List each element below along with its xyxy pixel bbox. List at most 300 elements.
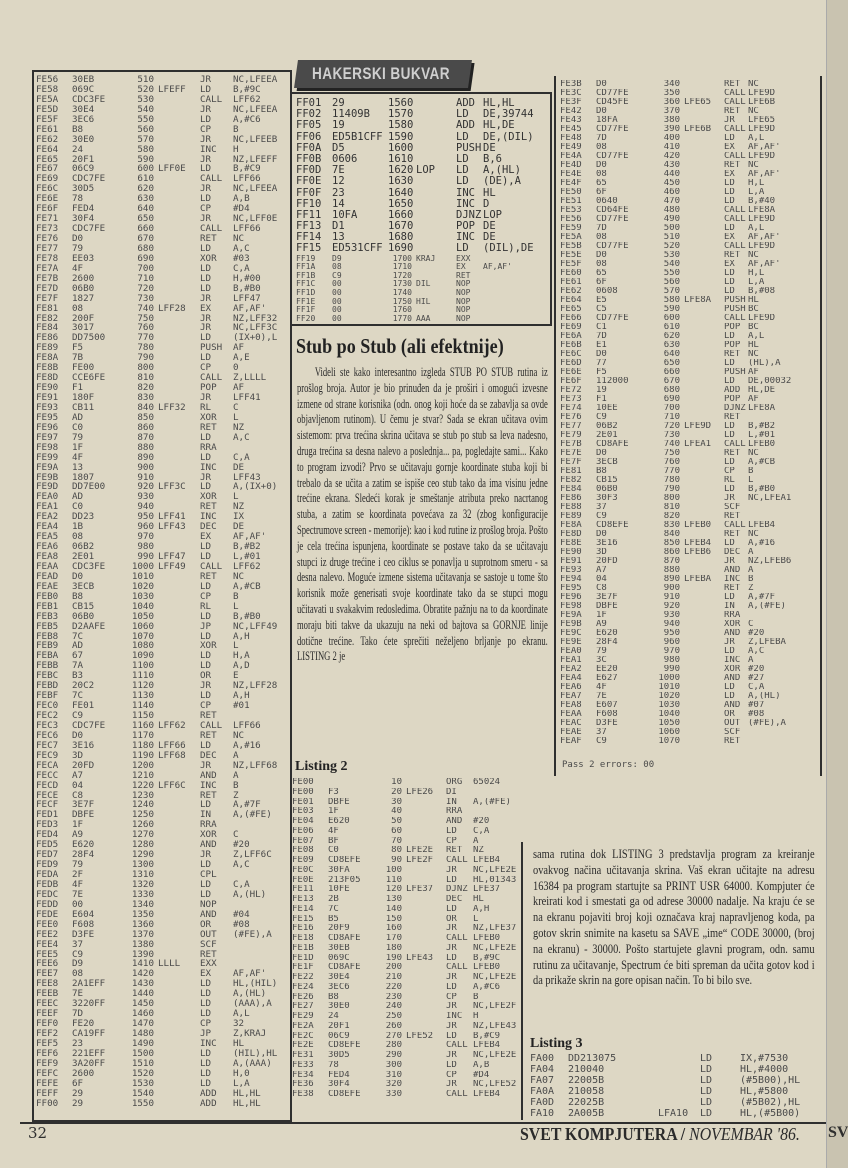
listing-mnemonic: RET [200, 571, 217, 582]
listing-label [684, 512, 724, 521]
listing-line-number: 830 [663, 521, 680, 530]
listing-operand: B,#9C [233, 84, 261, 95]
listing-address: FE89 [36, 343, 59, 354]
listing-line [560, 404, 818, 413]
listing-line-number: 1250 [131, 810, 154, 821]
listing-operand: NC,LFF3C [233, 323, 278, 334]
listing-address: FEB0 [36, 591, 59, 602]
listing-label [158, 701, 200, 711]
listing-operand: C,A [748, 683, 765, 692]
listing-code: 4F [72, 879, 84, 890]
listing-line [36, 701, 288, 711]
listing-code: 7C [72, 631, 84, 642]
listing-line [292, 924, 520, 934]
listing-line [560, 566, 818, 575]
listing-code: 4F [328, 826, 339, 836]
listing-label [158, 890, 200, 900]
listing-mnemonic: LD [200, 740, 212, 751]
listing-code: CD77FE [596, 125, 629, 134]
banner-title: HAKERSKI BUKVAR [312, 64, 450, 83]
listing-line [36, 959, 288, 969]
listing-line [292, 963, 520, 973]
listing-line [560, 179, 818, 188]
listing-code: CB15 [72, 601, 95, 612]
listing-label [416, 232, 456, 243]
listing-address: FA0A [530, 1086, 555, 1097]
listing-mnemonic: JR [446, 865, 457, 875]
listing-address: FF1A [296, 263, 316, 272]
listing-address: FEF5 [36, 1038, 59, 1049]
listing-code: 30E0 [328, 1002, 350, 1012]
listing-label [158, 671, 200, 681]
listing-line-number: 1470 [131, 1019, 154, 1029]
listing-label [684, 710, 724, 719]
listing-mnemonic: LD [700, 1108, 713, 1119]
listing-line-number: 910 [137, 472, 154, 483]
listing-code: 06B2 [596, 422, 618, 431]
listing-line-number: 830 [137, 393, 154, 403]
listing-operand: (DIL),DE [483, 243, 534, 255]
listing-line [292, 934, 520, 944]
listing-operand: NC,LFEEA [233, 184, 278, 195]
listing-operand: H,0 [233, 1068, 250, 1079]
listing-address: FE93 [560, 566, 582, 575]
listing-operand: AF,AF' [483, 263, 512, 272]
listing-label: LFF47 [158, 552, 186, 562]
listing-label [158, 254, 200, 264]
listing-address: FE6E [36, 194, 59, 205]
listing-line [292, 798, 520, 808]
listing-code: 79 [596, 647, 607, 656]
listing-address: FE9A [36, 462, 59, 473]
listing-mnemonic: PUSH [456, 142, 482, 154]
listing-mnemonic: CP [200, 363, 212, 374]
listing-mnemonic: DEC [724, 548, 741, 557]
listing-code: 79 [72, 860, 84, 870]
listing-line [560, 188, 818, 197]
listing-address: FE6C [36, 184, 59, 195]
listing-label [684, 719, 724, 728]
listing-label [416, 176, 456, 187]
listing-line [36, 463, 288, 473]
listing-line-number: 460 [663, 188, 680, 197]
listing-code: 67 [72, 651, 84, 662]
listing-line [560, 431, 818, 440]
listing-operand: Z,LLLL [233, 373, 267, 384]
listing-mnemonic: LD [200, 114, 212, 125]
listing-address: FE11 [292, 885, 314, 895]
listing-label [158, 1019, 200, 1029]
listing-address: FE18 [292, 934, 314, 943]
listing-label [684, 224, 724, 233]
listing-code: 24 [72, 144, 84, 155]
listing-label [158, 383, 200, 393]
listing-line-number: 1720 [392, 271, 412, 280]
listing-address: FE07 [292, 836, 314, 846]
listing-operand: NZ,LFEFF [233, 154, 278, 165]
listing-operand: (#FE),A [233, 929, 272, 940]
listing-mnemonic: JR [200, 134, 212, 145]
listing-address: FEA8 [560, 701, 582, 710]
listing-line-number: 900 [663, 584, 680, 593]
listing-operand [483, 272, 548, 281]
listing-line [36, 989, 288, 999]
listing-code: 10FA [332, 209, 358, 221]
listing-label [158, 920, 200, 930]
listing-label [158, 681, 200, 691]
listing-label [684, 143, 724, 152]
listing-address: FEAE [36, 581, 59, 592]
listing-line-number: 660 [663, 368, 680, 377]
listing-line [36, 572, 288, 582]
listing-label: LFF6C [158, 780, 186, 791]
listing-operand [483, 255, 548, 264]
listing-line-number: 770 [137, 333, 154, 344]
listing-line-number: 1420 [131, 969, 154, 980]
listing-operand: AF,AF' [748, 260, 781, 269]
listing-label [158, 443, 200, 453]
listing-operand: B,#40 [748, 197, 776, 206]
listing-operand: C,A [233, 879, 250, 890]
listing-operand: Z [233, 790, 239, 801]
listing-line-number: 1740 [392, 289, 412, 297]
listing-operand: DE,(DIL) [483, 131, 534, 143]
listing-code: 2B [328, 895, 339, 904]
listing-line-number: 1050 [131, 611, 154, 622]
listing-line-number: 1410 [131, 959, 154, 970]
listing-label [684, 728, 724, 737]
listing-address: FE29 [292, 1012, 314, 1021]
listing-code: 30EB [328, 943, 350, 953]
listing-mnemonic: POP [200, 383, 217, 393]
listing-code: 1F [72, 442, 84, 453]
listing-line [36, 969, 288, 979]
listing-address: FE90 [560, 548, 582, 557]
listing-label: LFF66 [158, 740, 186, 751]
listing-code: D0 [596, 107, 607, 116]
listing-label: LFE8A [684, 296, 712, 305]
listing-mnemonic: INC [200, 144, 217, 155]
listing-line-number: 140 [385, 904, 402, 914]
listing-label [684, 683, 724, 692]
listing-line-number: 30 [391, 797, 402, 807]
listing-mnemonic: LD [200, 452, 212, 463]
listing-mnemonic: CALL [200, 224, 223, 234]
listing-line-number: 100 [385, 865, 402, 875]
listing-code: 08 [332, 263, 342, 272]
listing-line-number: 730 [137, 293, 154, 304]
listing-code: 180F [72, 393, 95, 403]
listing-label [684, 431, 724, 440]
listing-operand [483, 306, 548, 315]
listing-line [560, 584, 818, 593]
listing-address: FECD [36, 780, 59, 791]
listing-address: FE56 [36, 75, 59, 85]
listing-line-number: 880 [663, 566, 680, 575]
listing-line-number: 60 [391, 826, 402, 836]
listing-line [292, 973, 520, 983]
listing-label [158, 343, 200, 353]
listing-label [158, 1009, 200, 1019]
listing-mnemonic: RET [200, 790, 217, 801]
listing-code: 06C9 [328, 1031, 350, 1041]
listing-label [158, 115, 200, 125]
listing-line-number: 1310 [131, 870, 154, 880]
listing-line-number: 1320 [131, 879, 154, 890]
listing-mnemonic: LD [724, 485, 735, 494]
listing-line-number: 420 [663, 152, 680, 161]
listing-address: FE59 [560, 224, 582, 233]
listing-operand: A,(HL) [233, 989, 267, 1000]
listing-operand: A,(IX+0) [233, 482, 278, 493]
listing-label [158, 284, 200, 294]
listing-line [36, 383, 288, 393]
listing-code: 20F9 [328, 924, 350, 934]
listing-code: BF [328, 836, 339, 846]
listing-operand [473, 807, 520, 817]
listing-mnemonic: CP [446, 992, 457, 1002]
listing-code: 77 [596, 359, 607, 368]
listing-address: FE82 [36, 313, 59, 324]
listing-operand: C,A [233, 263, 250, 274]
listing-code: 2F [72, 870, 84, 880]
listing-label: LFE37 [406, 885, 434, 895]
listing-mnemonic: RET [200, 422, 217, 433]
listing-code: CD77FE [596, 314, 629, 323]
listing-label [684, 179, 724, 188]
listing-address: FEAE [560, 728, 582, 737]
listing-address: FEB9 [36, 641, 59, 652]
listing-mnemonic: AND [724, 566, 741, 575]
listing-line [560, 368, 818, 377]
listing-line [36, 284, 288, 294]
listing-address: FEBB [36, 661, 59, 672]
listing-mnemonic: LD [200, 1058, 212, 1069]
listing-label [684, 314, 724, 323]
listing-line-number: 1190 [131, 750, 154, 761]
listing-operand: DE,39744 [483, 109, 534, 121]
listing-label [684, 647, 724, 656]
listing-operand: A,B [233, 194, 250, 205]
listing-operand: A,H [233, 691, 250, 702]
listing-operand: LFF66 [233, 224, 261, 234]
listing-address: FA10 [530, 1108, 555, 1119]
listing-operand: A,(#FE) [748, 602, 786, 611]
listing-operand: L [748, 476, 754, 485]
listing-line-number: 870 [663, 557, 680, 566]
listing-mnemonic: JR [446, 1080, 457, 1090]
listing-address: FE5F [36, 114, 59, 125]
listing-line [560, 593, 818, 602]
listing-code: 79 [72, 243, 84, 254]
listing-code: 30E4 [72, 104, 95, 115]
listing-label [684, 242, 724, 251]
listing-label [684, 656, 724, 665]
listing-code: D9 [332, 254, 342, 263]
listing-mnemonic: LD [446, 1060, 457, 1070]
listing-code: 069C [328, 953, 350, 963]
listing-operand: LFF62 [233, 561, 261, 572]
listing-line [36, 880, 288, 890]
listing-line [36, 482, 288, 492]
listing-label [416, 109, 456, 120]
listing-line [292, 817, 520, 827]
listing-code: 4F [596, 683, 607, 692]
listing-address: FE45 [560, 125, 582, 134]
listing-operand: NC,LFEEA [233, 75, 278, 85]
listing-address: FE7F [36, 293, 59, 304]
listing-line [530, 1075, 820, 1086]
listing-mnemonic: EX [456, 263, 466, 272]
listing-operand: AF [748, 368, 759, 377]
listing-operand: NC,LFE2E [473, 973, 517, 982]
listing-line-number: 1500 [131, 1048, 154, 1059]
listing-label [406, 905, 446, 915]
listing-operand: A,L [748, 332, 765, 341]
listing-operand: B,#C9 [473, 1031, 501, 1041]
listing-line-number: 850 [137, 412, 154, 423]
listing-label [158, 910, 200, 920]
listing-line-number: 210 [385, 973, 402, 982]
listing-code: B8 [72, 124, 84, 135]
listing-address: FE96 [36, 422, 59, 433]
listing-line [560, 386, 818, 395]
listing-line-number: 1680 [388, 232, 414, 244]
listing-mnemonic: LD [456, 153, 469, 165]
listing-line-number: 720 [663, 422, 680, 431]
listing-line-number: 80 [391, 846, 402, 856]
listing-code: 210058 [568, 1086, 605, 1097]
listing-operand: DE [233, 522, 245, 533]
listing-code: 20FD [596, 557, 618, 566]
listing-mnemonic: JR [200, 184, 212, 195]
listing-code: 3D [596, 548, 607, 557]
listing-label [684, 377, 724, 386]
listing-mnemonic: XOR [200, 412, 217, 423]
listing-label [658, 1097, 700, 1108]
listing-mnemonic: LD [724, 188, 735, 197]
listing-operand: AF,AF' [233, 303, 267, 314]
listing-operand: HL,DE [483, 120, 515, 132]
listing-code: E1 [596, 341, 607, 350]
listing-line-number: 530 [663, 251, 680, 260]
listing-code: 6F [72, 1078, 84, 1089]
listing-line-number: 640 [663, 350, 680, 359]
listing-operand: A,(HL) [233, 889, 267, 900]
listing-operand: A,#CB [233, 581, 261, 592]
listing-code: FE20 [72, 1019, 95, 1029]
listing-address: FEA2 [560, 665, 582, 674]
listing-address: FE91 [560, 557, 582, 566]
listing-code: CD8AFE [596, 440, 629, 449]
listing-label [406, 866, 446, 876]
listing-operand: NC,LFF0E [233, 214, 278, 225]
listing-code: 2600 [72, 1068, 95, 1079]
listing-code: 22005B [568, 1075, 605, 1086]
listing-line-number: 530 [137, 94, 154, 105]
listing-mnemonic: EXX [200, 959, 217, 970]
listing-label [406, 1080, 446, 1090]
listing-mnemonic: CALL [724, 314, 746, 323]
listing-label [406, 993, 446, 1003]
listing-line-number: 800 [137, 363, 154, 374]
listing-mnemonic: CALL [724, 242, 746, 251]
listing-mnemonic: RET [446, 846, 463, 856]
listing-label [158, 125, 200, 135]
listing-code: 7E [596, 692, 607, 701]
listing-mnemonic: NOP [456, 280, 471, 289]
listing-label [158, 1099, 200, 1109]
listing-mnemonic: LD [724, 431, 735, 440]
listing-mnemonic: ADD [456, 120, 475, 132]
listing-operand: C [748, 620, 754, 629]
listing-address: FF02 [296, 109, 322, 121]
listing-address: FEFE [36, 1078, 59, 1089]
listing-mnemonic: AND [200, 840, 217, 851]
listing-mnemonic: AND [446, 817, 463, 826]
listing-code: C9 [596, 413, 607, 422]
listing-label [158, 870, 200, 880]
listing-label [684, 350, 724, 359]
listing-code: 20C2 [72, 681, 95, 692]
listing-mnemonic: LD [446, 953, 457, 963]
listing-line-number: 380 [663, 116, 680, 125]
listing-label: LFE2F [406, 856, 434, 865]
listing-code: D9 [72, 959, 84, 970]
listing-line-number: 740 [137, 303, 154, 314]
listing-mnemonic: SCF [724, 503, 741, 512]
listing-label [158, 820, 200, 830]
listing-code: D3FE [72, 929, 95, 940]
listing-operand: H [233, 144, 239, 155]
listing-mnemonic: RET [200, 730, 217, 741]
listing-address: FE72 [560, 386, 582, 395]
listing-address: FE43 [560, 116, 582, 125]
listing-line-number: 570 [663, 287, 680, 296]
listing-operand: NC [748, 251, 759, 260]
listing-line-number: 980 [137, 542, 154, 552]
listing-label [158, 502, 200, 512]
listing-address: FF1C [296, 280, 316, 289]
listing-mnemonic: LD [456, 243, 469, 255]
listing-label [658, 1086, 700, 1097]
listing-line-number: 1590 [388, 131, 414, 143]
listing-label [158, 294, 200, 304]
listing-address: FEEC [36, 999, 59, 1010]
listing-operand: LFEB0 [473, 963, 501, 973]
listing-mnemonic: EX [724, 260, 735, 269]
listing-line-number: 1770 [392, 314, 412, 323]
listing-line-number: 560 [137, 124, 154, 135]
listing-line-number: 1130 [131, 691, 154, 702]
listing-operand: Z,KRAJ [233, 1029, 267, 1039]
listing-label [684, 701, 724, 710]
listing-label [416, 272, 456, 281]
listing-line-number: 620 [663, 332, 680, 341]
listing-mnemonic: RET [724, 737, 741, 746]
listing-operand: #07 [748, 701, 765, 710]
listing-line [36, 950, 288, 960]
listing-operand: NC [748, 80, 759, 89]
listing-mnemonic: JR [200, 323, 212, 334]
listing-line [560, 170, 818, 179]
listing-line-number: 930 [137, 492, 154, 503]
listing-code: C1 [596, 323, 607, 332]
listing-mnemonic: SCF [200, 939, 217, 950]
listing-mnemonic: LD [200, 243, 212, 254]
listing-line-number: 580 [137, 144, 154, 155]
listing-code: E5 [596, 296, 607, 305]
